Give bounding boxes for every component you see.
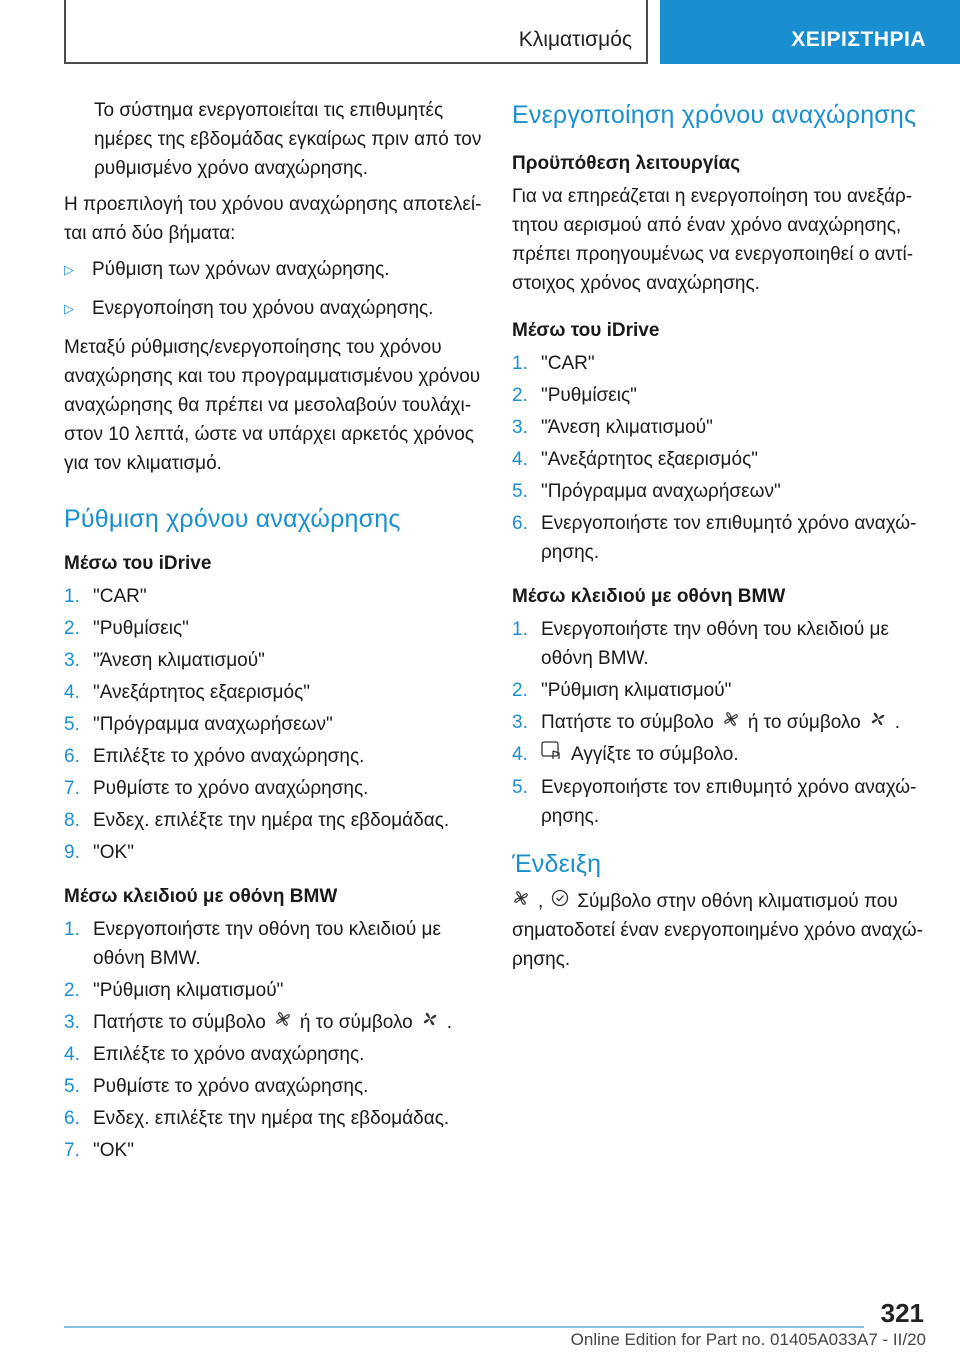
section-heading: Ενεργοποίηση χρόνου αναχώρησης bbox=[512, 101, 917, 129]
list-item: 2. "Ρύθμιση κλιματισμού" bbox=[512, 680, 732, 701]
bullet-item: ▷ Ενεργοποίηση του χρόνου αναχώρησης. bbox=[64, 294, 484, 323]
subheading-idrive: Μέσω του iDrive bbox=[64, 553, 212, 574]
list-item: 1. Ενεργοποιήστε την οθόνη του κλειδιού με οθόνη BMW. bbox=[512, 619, 889, 669]
body-paragraph: Μεταξύ ρύθμισης/ενεργοποίησης του χρόνου αναχώρησης και του προγραμματισμένου χρόνου αναχώρησης θα πρέπει να μεσολαβούν τουλάχι-στον 10 λεπτά, ώστε να υπάρχει αρκετός χρόνος για τον κλιματισμό. bbox=[64, 337, 481, 474]
bullet-list bbox=[64, 255, 484, 323]
list-item: 7. "OK" bbox=[64, 1140, 134, 1162]
footer-edition: Online Edition for Part no. 01405A033A7 - II/20 bbox=[570, 1330, 926, 1349]
key-steps-list bbox=[64, 915, 484, 1165]
list-item: 1. Ενεργοποιήστε την οθόνη του κλειδιού με οθόνη BMW. bbox=[64, 919, 441, 969]
fan-outline-icon bbox=[512, 887, 530, 916]
footer-divider bbox=[64, 1326, 864, 1328]
key-steps-list bbox=[512, 615, 932, 831]
indicator-paragraph: , Σύμβολο στην οθόνη κλιματισμού που σηματοδοτεί έναν ενεργοποιημένο χρόνο αναχώ-ρησης. bbox=[512, 887, 932, 974]
subheading-idrive: Μέσω του iDrive bbox=[512, 320, 660, 341]
list-item: 5. Ενεργοποιήστε τον επιθυμητό χρόνο αναχώ-ρησης. bbox=[512, 776, 917, 827]
list-item: 8. Ενδεχ. επιλέξτε την ημέρα της εβδομάδας. bbox=[64, 810, 450, 831]
header-section-title: Κλιματισμός bbox=[518, 28, 632, 51]
clock-check-icon bbox=[551, 887, 569, 916]
touch-icon bbox=[541, 741, 563, 770]
subheading-key: Μέσω κλειδιού με οθόνη BMW bbox=[64, 886, 338, 907]
page-number: 321 bbox=[880, 1298, 924, 1328]
subheading-prereq: Προϋπόθεση λειτουργίας bbox=[512, 153, 741, 174]
fan-filled-icon bbox=[421, 1008, 439, 1037]
idrive-steps-list bbox=[64, 582, 484, 867]
list-item: 4. "Ανεξάρτητος εξαερισμός" bbox=[64, 682, 310, 703]
fan-outline-icon bbox=[274, 1008, 292, 1037]
idrive-steps-list bbox=[512, 349, 932, 567]
list-item: 6. Επιλέξτε το χρόνο αναχώρησης. bbox=[64, 746, 365, 767]
triangle-right-icon: ▷ bbox=[64, 262, 74, 277]
list-item: 7. Ρυθμίστε το χρόνο αναχώρησης. bbox=[64, 778, 369, 799]
prereq-paragraph: Για να επηρεάζεται η ενεργοποίηση του ανεξάρ-τητου αερισμού από έναν χρόνο αναχώρησης, πρέπει προηγουμένως να ενεργοποιηθεί ο αντί-στοιχος χρόνος αναχώρησης. bbox=[512, 186, 914, 294]
list-item: 4. Επιλέξτε το χρόνο αναχώρησης. bbox=[64, 1044, 365, 1066]
list-item: 4. "Ανεξάρτητος εξαερισμός" bbox=[512, 449, 758, 470]
list-item: 1. "CAR" bbox=[64, 586, 147, 607]
fan-outline-icon bbox=[722, 708, 740, 737]
bullet-item: ▷ Ρύθμιση των χρόνων αναχώρησης. bbox=[64, 255, 484, 284]
header-section-box bbox=[64, 0, 648, 64]
list-item: 4. Αγγίξτε το σύμβολο. bbox=[512, 740, 932, 769]
list-item: 6. Ενδεχ. επιλέξτε την ημέρα της εβδομάδας. bbox=[64, 1108, 450, 1130]
header-tab: ΧΕΙΡΙΣΤΗΡΙΑ bbox=[660, 0, 960, 64]
intro-paragraph-2: Η προεπιλογή του χρόνου αναχώρησης αποτελεί-ται από δύο βήματα: bbox=[64, 194, 482, 244]
list-item: 3. "Άνεση κλιματισμού" bbox=[64, 650, 265, 671]
left-column bbox=[64, 96, 484, 1181]
list-item: 3. Πατήστε το σύμβολο ή το σύμβολο . bbox=[64, 1008, 484, 1037]
list-item: 2. "Ρύθμιση κλιματισμού" bbox=[64, 980, 284, 1001]
subheading-key: Μέσω κλειδιού με οθόνη BMW bbox=[512, 586, 786, 607]
list-item: 5. "Πρόγραμμα αναχωρήσεων" bbox=[512, 481, 781, 502]
list-item: 6. Ενεργοποιήστε τον επιθυμητό χρόνο αναχώ-ρησης. bbox=[512, 513, 917, 563]
right-column bbox=[512, 96, 932, 981]
list-item: 2. "Ρυθμίσεις" bbox=[512, 385, 637, 406]
triangle-right-icon: ▷ bbox=[64, 301, 74, 316]
section-heading: Ρύθμιση χρόνου αναχώρησης bbox=[64, 505, 401, 533]
list-item: 2. "Ρυθμίσεις" bbox=[64, 618, 189, 639]
list-item: 5. Ρυθμίστε το χρόνο αναχώρησης. bbox=[64, 1076, 369, 1098]
intro-paragraph: Το σύστημα ενεργοποιείται τις επιθυμητές ημέρες της εβδομάδας εγκαίρως πριν από τον ρυθμισμένο χρόνο αναχώρησης. bbox=[94, 100, 482, 179]
list-item: 5. "Πρόγραμμα αναχωρήσεων" bbox=[64, 714, 333, 735]
fan-filled-icon bbox=[869, 708, 887, 737]
page-header bbox=[0, 0, 960, 66]
indicator-heading: Ένδειξη bbox=[512, 849, 602, 878]
list-item: 1. "CAR" bbox=[512, 353, 595, 374]
list-item: 3. Πατήστε το σύμβολο ή το σύμβολο . bbox=[512, 708, 932, 737]
list-item: 3. "Άνεση κλιματισμού" bbox=[512, 417, 713, 438]
list-item: 9. "OK" bbox=[64, 842, 134, 863]
